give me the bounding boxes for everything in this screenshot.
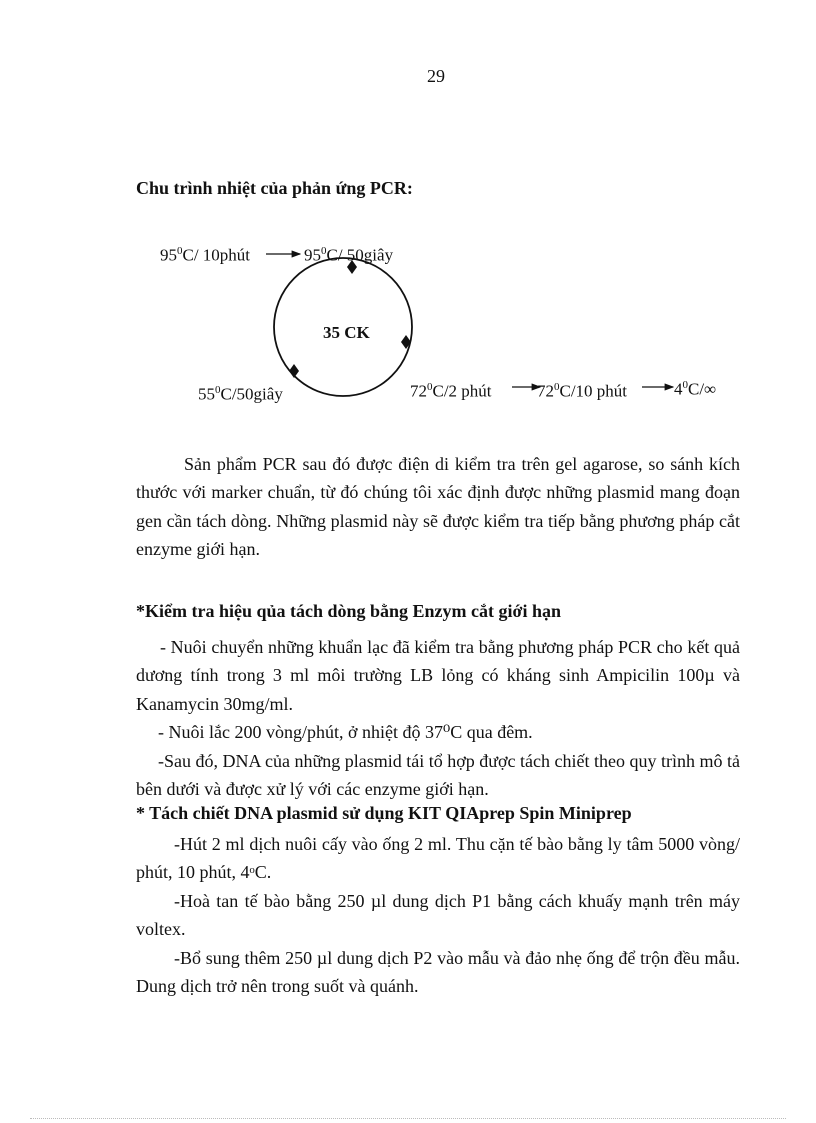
- pcr-result-text: Sản phẩm PCR sau đó được điện di kiểm tra trên gel agarose, so sánh kích thước với marker chuẩn, từ đó chúng tôi xác định được những plasmid mang đoạn gen cần tách dòng. Những plasmid này sẽ được kiểm tra tiếp bằng phương pháp cắt enzyme giới hạn.: [136, 454, 740, 560]
- step-initial-denaturation: $95^0C/$ 10phút: [160, 245, 251, 265]
- enzyme-step-3: -Sau đó, DNA của những plasmid tái tổ hợp được tách chiết theo quy trình mô tả bên dưới và được xử lý với các enzyme giới hạn.: [136, 750, 740, 800]
- pcr-cycle-diagram: [0, 0, 816, 420]
- heading-enzyme-check: *Kiểm tra hiệu qủa tách dòng bằng Enzym cắt giới hạn: [136, 601, 562, 621]
- extraction-step-1: -Hút 2 ml dịch nuôi cấy vào ống 2 ml. Thu cặn tế bào bằng ly tâm 5000 vòng/ phút, 10 phút, 4ᵒC.: [136, 834, 740, 883]
- pcr-result-paragraph: [136, 450, 740, 564]
- enzyme-step-1: - Nuôi chuyển những khuẩn lạc đã kiểm tra bằng phương pháp PCR cho kết quả dương tính trong 3 ml môi trường LB lỏng có kháng sinh Ampicilin 100µ và Kanamycin 30mg/ml.: [136, 637, 740, 714]
- step-final-extension: $72^0C/10$ phút: [537, 381, 628, 401]
- plasmid-extraction-section: [136, 830, 740, 1000]
- step-annealing: $55^0C/50giây$: [198, 384, 283, 404]
- page-bottom-border: [30, 1118, 786, 1119]
- extraction-step-3: -Bổ sung thêm 250 µl dung dịch P2 vào mẫu và đảo nhẹ ống để trộn đều mẫu. Dung dịch trở nên trong suốt và quánh.: [136, 947, 740, 997]
- step-extension: $72^0C/2$ phút: [410, 381, 492, 401]
- step-hold: $4^0C/\infty$: [674, 379, 717, 399]
- heading-plasmid-extraction: * Tách chiết DNA plasmid sử dụng KIT QIAprep Spin Miniprep: [136, 803, 632, 823]
- enzyme-check-section: [136, 633, 740, 803]
- step-marker-anneal: [289, 364, 299, 378]
- enzyme-step-2: - Nuôi lắc 200 vòng/phút, ở nhiệt độ 37⁰C qua đêm.: [158, 722, 533, 743]
- cycle-count-label: 35 CK: [323, 323, 370, 342]
- page-number: 29: [427, 66, 445, 86]
- step-denaturation: $95^0C/$ 50giây: [304, 245, 394, 265]
- heading-pcr-cycle: Chu trình nhiệt của phản ứng PCR:: [136, 178, 413, 198]
- extraction-step-2: -Hoà tan tế bào bằng 250 µl dung dịch P1 bằng cách khuấy mạnh trên máy voltex.: [136, 890, 740, 940]
